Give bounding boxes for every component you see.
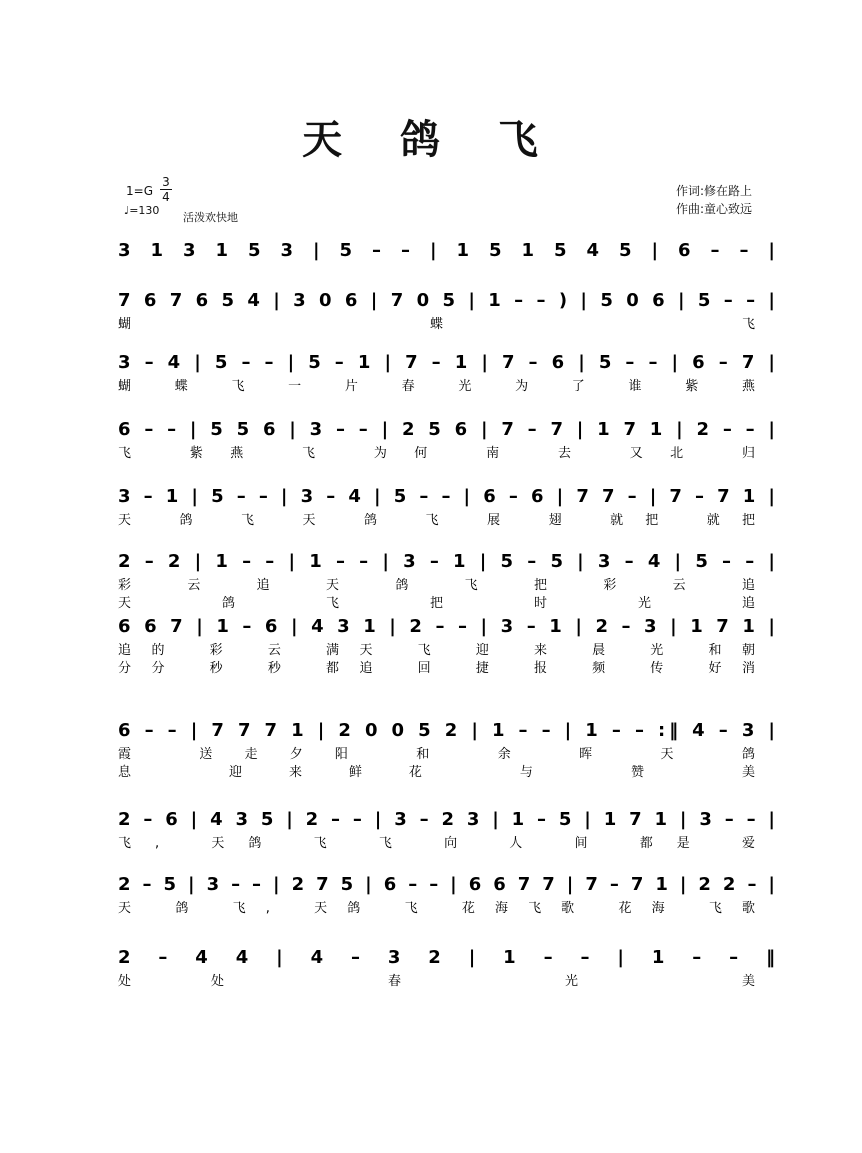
- lyrics-line-1: 天 鸽 飞 天 鸽 飞 展 翅 就把 就把: [118, 513, 755, 528]
- notes-line: 6 – – | 7 7 7 1 | 2 0 0 5 2 | 1 – – | 1 – – :‖ 4 – 3 |: [118, 720, 775, 741]
- score-row: [118, 240, 775, 261]
- notes-line: 2 – 6 | 4 3 5 | 2 – – | 3 – 2 3 | 1 – 5 | 1 7 1 | 3 – – |: [118, 809, 776, 830]
- lyrics-line-1: 飞, 天鸽 飞 飞 向 人 间 都是 爱: [118, 836, 755, 851]
- notes-line: 2 – 4 4 | 4 – 3 2 | 1 – – | 1 – – ‖: [118, 947, 776, 968]
- lyrics-line-1: 蝴 蝶 飞 一 片 春 光 为 了 谁 紫 燕: [118, 379, 755, 394]
- notes-line: 2 – 5 | 3 – – | 2 7 5 | 6 – – | 6 6 7 7 | 7 – 7 1 | 2 2 – |: [118, 874, 775, 895]
- notes-line: 3 – 4 | 5 – – | 5 – 1 | 7 – 1 | 7 – 6 | 5 – – | 6 – 7 |: [118, 352, 775, 373]
- lyrics-line-1: 蝴 蝶 飞: [118, 317, 755, 332]
- lyrics-line-1: 飞 紫燕 飞 为何 南 去 又北 归: [118, 446, 755, 461]
- score-row: [118, 720, 775, 780]
- notes-line: 7 6 7 6 5 4 | 3 0 6 | 7 0 5 | 1 – – ) | 5 0 6 | 5 – – |: [118, 290, 775, 311]
- score-row: [118, 419, 775, 461]
- time-bottom: 4: [162, 190, 170, 204]
- lyrics-line-1: 彩 云 追 天 鸽 飞 把 彩 云 追: [118, 578, 755, 593]
- score-row: [118, 809, 775, 851]
- lyrics-line-2: 天 鸽 飞 把 时 光 追: [118, 596, 755, 611]
- expression-mark: 活泼欢快地: [183, 211, 238, 224]
- lyrics-line-1: 处处 春 光 美: [118, 974, 756, 989]
- lyrics-line-1: 追的 彩 云 满天 飞 迎 来 晨 光 和朝: [118, 643, 756, 658]
- time-top: 3: [162, 175, 170, 189]
- composer: 作曲:童心致远: [676, 202, 753, 216]
- notes-line: 6 6 7 | 1 – 6 | 4 3 1 | 2 – – | 3 – 1 | 2 – 3 | 1 7 1 |: [118, 616, 775, 637]
- key-signature: 1=G: [126, 184, 153, 198]
- score-row: [118, 616, 775, 676]
- lyrics-line-1: 天 鸽 飞, 天鸽 飞 花海飞歌 花海 飞歌: [118, 901, 755, 916]
- score-row: [118, 290, 775, 332]
- song-title: 天 鸽 飞: [302, 116, 560, 163]
- notes-line: 3 1 3 1 5 3 | 5 – – | 1 5 1 5 4 5 | 6 – – |: [118, 240, 776, 261]
- tempo-mark: ♩=130: [124, 204, 160, 217]
- lyrics-line-2: 分分 秒 秒 都追 回 捷 报 频 传 好消: [118, 661, 756, 676]
- score-row: [118, 947, 775, 989]
- score-row: [118, 551, 775, 611]
- lyrics-line-2: 息 迎来鲜花 与 赞 美: [118, 765, 755, 780]
- lyrics-line-1: 霞 送走夕阳 和 余 晖 天 鸽: [118, 747, 755, 762]
- notes-line: 2 – 2 | 1 – – | 1 – – | 3 – 1 | 5 – 5 | 3 – 4 | 5 – – |: [118, 551, 776, 572]
- lyricist: 作词:修在路上: [676, 184, 753, 198]
- notes-line: 6 – – | 5 5 6 | 3 – – | 2 5 6 | 7 – 7 | 1 7 1 | 2 – – |: [118, 419, 775, 440]
- notes-line: 3 – 1 | 5 – – | 3 – 4 | 5 – – | 6 – 6 | 7 7 – | 7 – 7 1 |: [118, 486, 775, 507]
- score-row: [118, 874, 775, 916]
- score-row: [118, 352, 775, 394]
- score-rows: [118, 240, 775, 989]
- score-row: [118, 486, 775, 528]
